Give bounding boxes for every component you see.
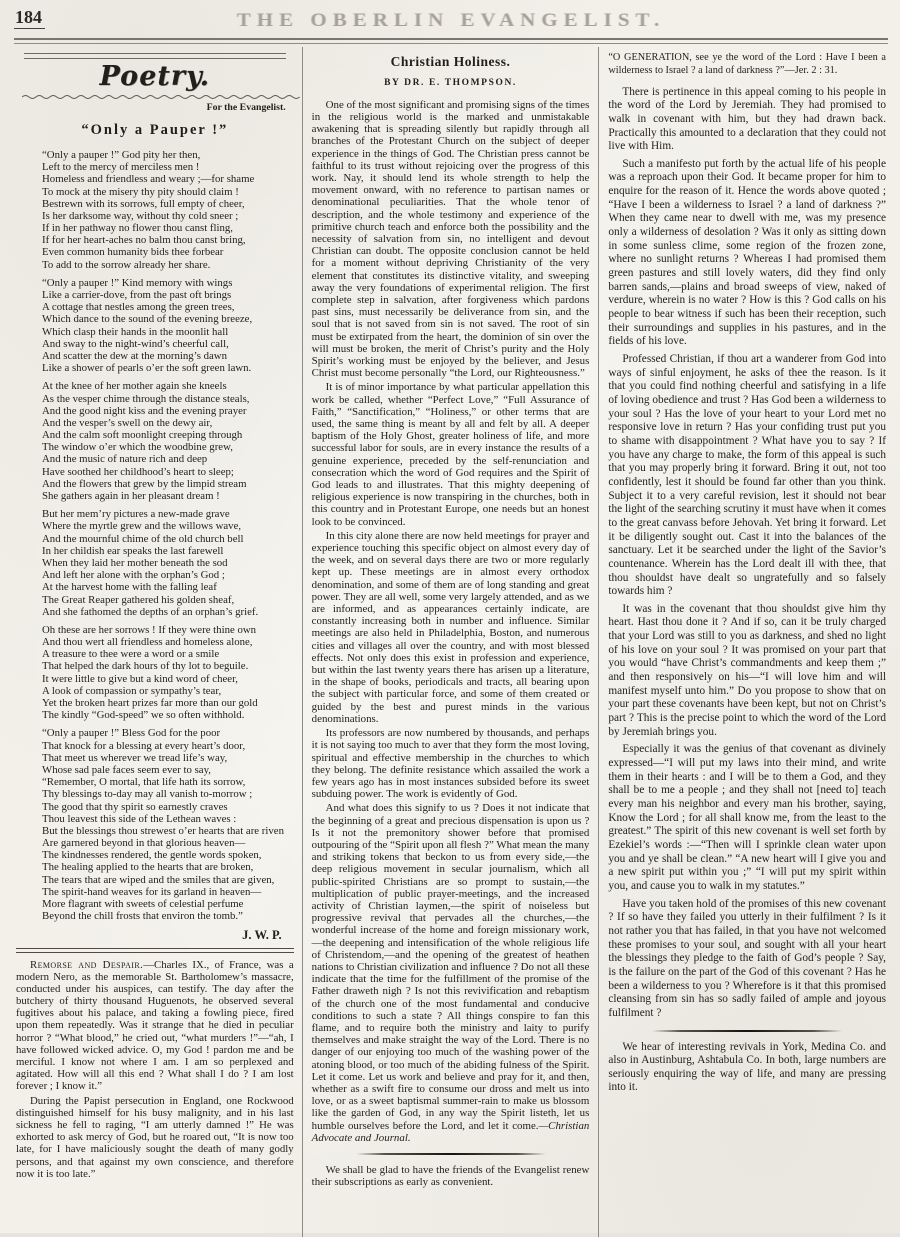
poetry-top-ornament-rule: [24, 53, 286, 59]
remorse-text: —Charles IX., of France, was a modern Nero, as the memorable St. Bartholomew’s massacre, conducted under his auspices, can testify. The day after the butchery of thirty thousand Huguenots, he observed several fugitives about his palace, and taking a fowling piece, fired upon them repeatedly. Was it strange that he died in peculiar horror ? “What blood,” he cried out, “what murders !”—“ah, I have followed wicked advice. O, my God ! pardon me and be merciful. I know not where I am. I am so perplexed and agitated. How will all this end ? What shall I do ? I am lost forever ; I know it.”: [16, 958, 294, 1093]
poem-line: The kindly “God-speed” we so often withhold.: [42, 709, 245, 722]
poem-line: That knock for a blessing at every heart’s door,: [42, 739, 246, 752]
poem-line: Like a shower of pearls o’er the soft green lawn.: [42, 362, 252, 375]
poem-line: That meet us wherever we tread life’s way,: [42, 751, 228, 764]
poem-line: As the vesper chime through the distance steals,: [42, 392, 250, 405]
source-attribution: —Christian Advocate and Journal.: [311, 1119, 590, 1144]
poem-line: If in her pathway no flower thou canst fling,: [42, 222, 233, 235]
remorse-paragraph-2: During the Papist persecution in England, one Rockwood distinguished himself for his busy malignity, and in his last sickness he fell to raging, “I am utterly damned !” He was exhorted to ask mercy of God, but he roared out, “It is now too late, for I have maliciously sought the death of many godly persons, and that against my own conscience, and therefore now it is too late.”: [16, 1094, 294, 1180]
left-column: [14, 47, 302, 1237]
poetry-wavy-rule: [22, 94, 300, 100]
poem-line: To mock at the misery thy pity should claim !: [42, 185, 239, 198]
page-number: 184: [14, 7, 45, 29]
poem-stanza: [42, 380, 294, 502]
poem-line: Homeless and friendless and weary ;—for shame: [42, 173, 255, 186]
poem-line: And the vesper’s swell on the dewy air,: [42, 416, 213, 429]
poem-line: If for her heart-aches no balm thou canst bring,: [42, 234, 246, 247]
article-paragraph-text: And what does this signify to us ? Does it not indicate that the beginning of a great and precious dispensation is upon us ? Is it not the premonitory shower before that promised outpouring of the “Spirit upon all flesh ?” What mean the many and striking tokens that beckon to us from every side,—the deep religious movement in secular journalism, which all public-spirited Christians are so prompt to sustain,—the multiplication of public prayer-meetings, and the increased activity of Christian laymen,—the spirit of noiseless but progressive revival that pervades all the churches,—the wonderful increase of the home and foreign missionary work,—the deepening and intensification of the whole religious life of Christendom,—and the opening of the greatest of heathen nations to Christian civilization and influence ? Do not all these indicate that the time for the fulfillment of the promise of the Father draweth nigh ? Is not this revivification and rebaptism of the church one of the most fundamental and conducive conditions to such a state ? All things conspire to fan this flame, and to require both the ministry and laity to purify themselves and make straight the way of the Lord. There is no danger of our enjoying too much of the washing power of the atoning blood, or too much of the abiding fulness of the Spirit. Let it come. Let us work and believe and pray for it, and then, whether as a swift fire to consume our dross and melt us into love, or as a sweet baptismal summer-rain to make us blossom like the garden of God, in any way the Spirit listeth, let us humble ourselves before the Lord, and let it come.: [311, 802, 590, 1132]
poem-line: That helped the dark hours of thy lot to beguile.: [42, 660, 249, 673]
poem-signature: J. W. P.: [242, 928, 282, 943]
poem-line: Are garnered beyond in that glorious heaven—: [42, 837, 246, 850]
poem-line: The window o’er which the woodbine grew,: [42, 441, 233, 454]
poem-stanza: [42, 277, 294, 375]
poem-line: And the good night kiss and the evening prayer: [42, 404, 247, 417]
article-paragraph: One of the most significant and promising signs of the times in the religious world is the marked and unmistakable awakening that is spreading silently but rapidly through all branches of the Protestant Church on the subject of deeper experience in the things of God. The Christian press cannot be faithful to its trust without rejoicing over the progress of this work. Nay, it should lend its whole strength to help the movement onward, with no reference to partisan names or denominational peculiarities. That the whole tenor of description, and the whole testimony and experience of the primitive church teach and enforce both the possibility and the necessity of salvation from sin, no intelligent and devout Christian can doubt. The opposite conclusion cannot be held for a moment without depriving Christianity of the very element that constitutes its distinctive vitality, and sweeping away the very foundations of experimental religion. The first complete step in salvation, after forgiveness which pardons past sins, must necessarily be deliverance from sin, and the soul that is not saved from sin is not saved. The root of sin must be extirpated from the heart, the dominion of sin over the will must be broken, the merit of Christ’s purity and the Holy Spirit’s working must be enjoyed by the believer, and Jesus Christ must become personally “the Lord, our Righteousness.”: [311, 98, 590, 380]
remorse-lead-in: Remorse and Despair.: [30, 958, 144, 971]
page-header: [14, 4, 888, 36]
poem-line: And thou wert all friendless and homeless alone,: [42, 636, 253, 649]
poem-line: “Only a pauper !” God pity her then,: [42, 148, 201, 161]
poem-line: And left her alone with the orphan’s God ;: [42, 569, 225, 582]
poem-line: And the music of nature rich and deep: [42, 453, 208, 466]
article-paragraph: Such a manifesto put forth by the actual life of his people was a reproach upon their God. It became proper for him to enquire for the reason of it. Hence the words above quoted ; “Have I been a wilderness to Israel ? a land of darkness ?” When they came near to dwell with me, was my presence only a wilderness of desolation ? Was it only as sitting down in some sunless clime, some region of the frozen zone, where no sunlight returns ? Whereas I had promised them green pastures and still lovely waters, did they find only barren sands,—plains and broad sweeps of view, naked of verdure, wherein is no water ? How is this ? God calls on his people to bear witness if such has been their reception, such their surroundings and supplies in his pastures, and in the fields of his love.: [608, 157, 887, 348]
poem-line: Which clasp their hands in the moonlit hall: [42, 325, 229, 338]
poem-line: Where the myrtle grew and the willows wave,: [42, 520, 242, 533]
poem-line: In her childish ear speaks the last farewell: [42, 544, 224, 557]
subscription-notice: We shall be glad to have the friends of the Evangelist renew their subscriptions as early as convenient.: [311, 1164, 590, 1189]
poem-line: Like a carrier-dove, from the past oft brings: [42, 289, 232, 301]
remorse-paragraph-1: [16, 959, 294, 1093]
poem-line: A treasure to thee were a word or a smile: [42, 648, 220, 661]
article-byline: BY DR. E. THOMPSON.: [384, 78, 517, 89]
poem-line: Which dance to the sound of the evening breeze,: [42, 313, 253, 326]
poem-line: And she fathomed the depths of an orphan’s grief.: [42, 605, 259, 618]
poem-line: The spirit-hand weaves for its garland in heaven—: [42, 885, 262, 898]
section-divider-rule: [16, 948, 294, 953]
header-divider-rule: [14, 38, 888, 44]
article-paragraph: Its professors are now numbered by thousands, and perhaps it is not saying too much to aver that they form the most loving, spiritual and effective membership in the churches to which they belong. The definite resistance which assailed the work a few years ago has in most instances subsided before its sweet subduing power. The work is evidently of God.: [311, 727, 590, 801]
poem-line: And the calm soft moonlight creeping through: [42, 429, 243, 442]
columns-container: [14, 47, 888, 1237]
middle-column: [302, 47, 599, 1237]
article-paragraph: Especially it was the genius of that covenant as divinely expressed—“I will put my laws into their mind, and write them in their hearts : and I will be to them a God, and they shall be to me a people ; and they shall not [need to] teach every man his neighbor and every man his brother, saying, Know the Lord ; for all shall know me, from the least to the greatest.” The spirit of this new covenant is well set forth by Ezekiel’s words :—“Then will I sprinkle clean water upon you and ye shall be clean.” “A new heart will I give you and a new spirit put within you ;” “I will put my spirit within you, and cause you to walk in my statutes.”: [608, 743, 887, 892]
poem-line: Thy blessings to-day may all vanish to-morrow ;: [42, 788, 253, 801]
poem-line: But her mem’ry pictures a new-made grave: [42, 508, 230, 521]
article-end-divider: [652, 1030, 842, 1032]
poem-line: But the blessings thou strewest o’er hearts that are riven: [42, 824, 284, 837]
poem-line: And scatter the dew at the morning’s dawn: [42, 349, 227, 362]
article-paragraph: It was in the covenant that thou shouldst give him thy heart. Hast thou done it ? And if so, can it be truly charged that your Lord was still to you as darkness, and shed no light of his love on your soul ? It was promised on your part that you would “have Christ’s commandments and keep them ;” and then responsively on his—“I will love him and will manifest myself unto him.” Do you propose to show that on your part these covenants have been kept, but not on Christ’s part ? This is the precise point to which the word of the Lord by Jeremiah brings you.: [608, 602, 887, 738]
poem-line: Yet the broken heart prizes far more than our gold: [42, 697, 258, 709]
article-paragraph: Have you taken hold of the promises of this new covenant ? If so have they failed you utterly in their fulfilment ? Is it not rather you that has failed, in that you have not welcomed these promises to your soul, and sought with all your heart the blessings they pledge to the faith of God’s people ? Say, is the failure on the part of the God of this covenant ? Has he been a wilderness to you ? Wherefore is it that this promised cleansing from sin has so sadly failed of ample and joyous fulfilment ?: [608, 897, 887, 1019]
poem-line: Is her darksome way, without thy cold sneer ;: [42, 209, 239, 222]
poem-line: Have soothed her childhood’s heart to sleep;: [42, 465, 234, 478]
poem-line: A look of compassion or sympathy’s tear,: [42, 684, 222, 697]
poem-line: More flagrant with sweets of celestial perfume: [42, 898, 244, 910]
poem-title: “Only a Pauper !”: [81, 121, 229, 138]
poem-line: “Remember, O mortal, that life hath its sorrow,: [42, 776, 246, 789]
poem-line: The healing applied to the hearts that are broken,: [42, 861, 254, 874]
poem-line: When they laid her mother beneath the sod: [42, 556, 228, 569]
article-paragraph: Professed Christian, if thou art a wanderer from God into ways of sinful enjoyment, he asks of thee the reason. Is it that you could find nothing cheerful and satisfying in a life of loving obedience and trust ? Has God been a wilderness to your soul ? Has the love of your heart to your Lord met no responsive love in return ? Has your confiding trust put you to shame with disappointment ? What have you to say ? If you have any charge to make, the form of this appeal is such that you may properly bring it forward. Bring it out, not too confidently, lest it should be found far other than you think. Subject it to a very careful revision, lest it should not bear the light of the searching scrutiny it must have when it comes to the great canvass before Jehovah. Yet bring it forward. Let it be diligently sought out. Cast it into the balances of the sanctuary. Let it be searched under the light of the Savior’s countenance. Wherein has the Lord dealt ill with thee, that thou shouldst have dealt so ungratefully and so falsely towards him ?: [608, 353, 887, 598]
poem-line: It were little to give but a kind word of cheer,: [42, 672, 238, 685]
poem-stanza: [42, 727, 294, 922]
poem-line: Left to the mercy of merciless men !: [42, 161, 200, 174]
article-end-divider: [356, 1153, 546, 1155]
poem-line: The tears that are wiped and the smiles that are given,: [42, 873, 275, 886]
poem-line: Whose sad pale faces seem ever to say,: [42, 763, 211, 776]
article-paragraph: There is pertinence in this appeal coming to his people in the word of the Lord by Jeremiah. They had promised to walk in covenant with him, but they had drawn back. Practically this amounted to a declaration that they could not live with Him.: [608, 85, 887, 153]
poem-line: Thou leavest this side of the Lethean waves :: [42, 812, 237, 825]
scripture-epigraph: [608, 52, 886, 78]
poem-line: Even common humanity bids thee forbear: [42, 246, 224, 259]
poem-line: “Only a pauper !” Bless God for the poor: [42, 727, 221, 740]
masthead-title: THE OBERLIN EVANGELIST.: [236, 9, 666, 31]
poem-attribution: For the Evangelist.: [206, 101, 286, 113]
poem-line: A cottage that nestles among the green trees,: [42, 301, 235, 314]
revivals-notice: We hear of interesting revivals in York, Medina Co. and also in Austinburg, Ashtabula Co. In both, large numbers are seriously enquiring the way of life, and many are pressing into it.: [608, 1040, 887, 1094]
poem-line: And the mournful chime of the old church bell: [42, 532, 244, 545]
poem-stanza: [42, 149, 294, 271]
epigraph-reference: —Jer. 2 : 31.: [784, 64, 838, 76]
poem-line: Bestrewn with its sorrows, full empty of cheer,: [42, 197, 245, 210]
article-paragraph: It is of minor importance by what particular appellation this work be called, whether “Perfect Love,” “Full Assurance of Faith,” “Sanctification,” “Holiness,” or other terms that are used, the same thing is meant by all and felt by all. A deeper baptism of the Holy Ghost, greater holiness of life, and more successful labor for souls, are in every instance the results of a genuine experience, preceded by the self-renunciation and consecration which the word of God requires and the Spirit of God leads to and illustrates. That this mighty deepening of religious experience is now transpiring in the churches, both in this country and in Protestant Europe, one needs but an honest look to be convinced.: [311, 381, 590, 528]
poem-line: The kindnesses rendered, the gentle words spoken,: [42, 849, 262, 862]
poem-stanza: [42, 508, 294, 618]
article-title: Christian Holiness.: [390, 54, 511, 69]
poem-line: The good that thy spirit so earnestly craves: [42, 800, 228, 813]
right-column: [598, 47, 888, 1237]
poetry-section-header: Poetry.: [99, 61, 211, 92]
poem-line: To add to the sorrow already her share.: [42, 258, 211, 271]
poem-stanza: [42, 624, 294, 722]
poem-line: Beyond the chill frosts that environ the tomb.”: [42, 910, 243, 923]
poem-line: At the knee of her mother again she kneels: [42, 380, 227, 393]
poem-line: And sway to the night-wind’s cheerful call,: [42, 337, 229, 350]
poem-line: Oh these are her sorrows ! If they were thine own: [42, 623, 257, 636]
poem-line: She gathers again in her pleasant dream !: [42, 490, 220, 502]
poem-line: At the harvest home with the falling leaf: [42, 581, 217, 594]
epigraph-text: “O GENERATION, see ye the word of the Lord : Have I been a wilderness to Israel ? a land of darkness ?”: [608, 52, 887, 76]
poem-line: “Only a pauper !” Kind memory with wings: [42, 276, 233, 289]
poem-line: The Great Reaper gathered his golden sheaf,: [42, 593, 235, 606]
poem-line: And the flowers that grew by the limpid stream: [42, 477, 247, 490]
article-paragraph: In this city alone there are now held meetings for prayer and experience touching this specific object on almost every day of the week, and on several days there are two or more regularly kept up. These meetings are in almost every orthodox denomination, and some of them are of long standing and great power. They are all well, some very largely attended, and as we are informed, and as appearances certainly indicate, are constantly increasing both in number and influence. Similar meetings are also held in Philadelphia, Boston, and numerous cities and villages all over the country, and with most blessed effects. Not only does this exist in profession and experience, but within the last twenty years there has arisen up a literature, in the shape of books, periodicals and tracts, all bearing upon the subject with particular force, and some of them created or guided by the best and purest minds in the various denominations.: [311, 529, 590, 725]
article-paragraph: [312, 802, 590, 1144]
